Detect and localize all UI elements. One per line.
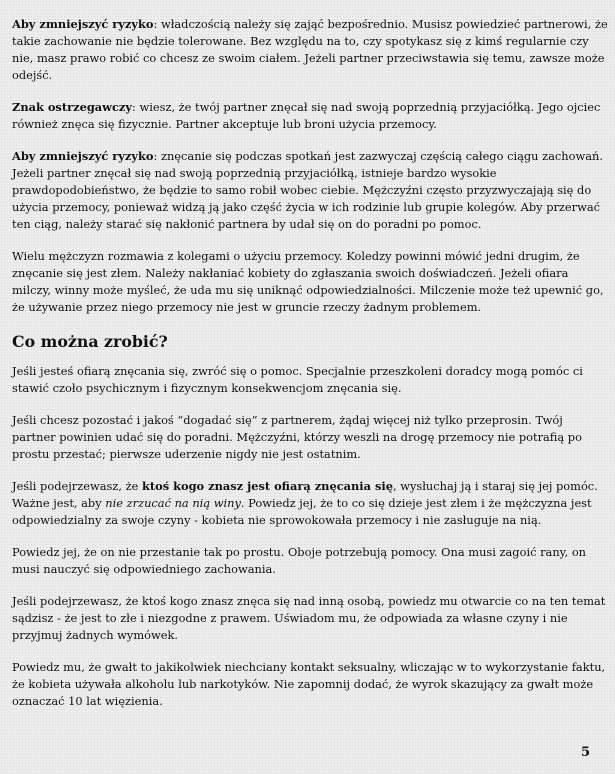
paragraph-warning-sign xyxy=(12,99,608,133)
paragraph-text: : władczością należy się zająć bezpośrednio. Musisz powiedzieć partnerowi, że takie zachowanie nie będzie tolerowane. Bez względu na to, czy spotykasz się z kimś regularnie czy nie, masz prawo robić co chcesz ze swoim ciałem. Jeżeli partner przeciwstawia się temu, zawsze może odejść. xyxy=(12,17,608,82)
paragraph-stay-with-partner xyxy=(12,412,608,463)
bold-label: Aby zmniejszyć ryzyko xyxy=(12,149,154,163)
bold-phrase: ktoś kogo znasz jest ofiarą znęcania się xyxy=(141,479,393,493)
page-content xyxy=(12,16,608,725)
paragraph-reduce-risk-2 xyxy=(12,148,608,233)
paragraph-suspect-abuser xyxy=(12,593,608,644)
section-heading: Co można zrobić? xyxy=(12,332,168,351)
paragraph-he-wont-stop xyxy=(12,544,608,578)
paragraph-rape-definition xyxy=(12,659,608,710)
bold-label: Znak ostrzegawczy xyxy=(12,100,132,114)
paragraph-men-talk xyxy=(12,248,608,316)
paragraph-text: Jeśli podejrzewasz, że ktoś kogo znasz znęca się nad inną osobą, powiedz mu otwarcie co na ten temat sądzisz - że jest to złe i niezgodne z prawem. Uświadom mu, że odpowiada za własne czyny i nie przyjmuj żadnych wymówek. xyxy=(12,594,606,642)
text-after: . Powiedz jej, że to co się dzieje jest złem i że mężczyzna jest odpowiedzialny za swoje czyny - kobieta nie sprowokowała przemocy i nie zasługuje na nią. xyxy=(12,496,592,527)
paragraph-text: Powiedz jej, że on nie przestanie tak po prostu. Oboje potrzebują pomocy. Ona musi zagoić rany, on musi nauczyć się odpowiedniego zachowania. xyxy=(12,545,587,576)
text-middle: , wysłuchaj ją i staraj się jej pomóc. Ważne jest, aby xyxy=(12,479,598,510)
paragraph-text: Powiedz mu, że gwałt to jakikolwiek niechciany kontakt seksualny, wliczając w to wykorzystanie faktu, że kobieta używała alkoholu lub narkotyków. Nie zapomnij dodać, że wyrok skazujący za gwałt może oznaczać 10 lat więzienia. xyxy=(12,660,606,708)
italic-phrase: nie zrzucać na nią winy xyxy=(105,496,241,510)
paragraph-reduce-risk-1 xyxy=(12,16,608,84)
paragraph-text: : znęcanie się podczas spotkań jest zazwyczaj częścią całego ciągu zachowań. Jeżeli partner znęcał się nad swoją poprzednią przyjaciółką, istnieje bardzo wysokie prawdopodobieństwo, że będzie to samo robił wobec ciebie. Mężczyźni często przyzwyczajają się do użycia przemocy, ponieważ widzą ją jako część życia w ich rodzinie lub grupie kolegów. Aby przerwać ten ciąg, należy starać się nakłonić partnera by udał się on do poradni po pomoc. xyxy=(12,149,604,231)
paragraph-text: : wiesz, że twój partner znęcał się nad swoją poprzednią przyjaciółką. Jego ojciec również znęca się fizycznie. Partner akceptuje lub broni użycia przemocy. xyxy=(12,100,601,131)
paragraph-suspect-victim xyxy=(12,478,608,529)
paragraph-text: Jeśli jesteś ofiarą znęcania się, zwróć się o pomoc. Specjalnie przeszkoleni doradcy mogą pomóc ci stawić czoło psychicznym i fizycznym konsekwencjom znęcania się. xyxy=(12,364,583,395)
page-number: 5 xyxy=(580,745,590,760)
paragraph-text: Wielu mężczyzn rozmawia z kolegami o użyciu przemocy. Koledzy powinni mówić jedni drugim, że znęcanie się jest złem. Należy nakłaniać kobiety do zgłaszania swoich doświadczeń. Jeżeli ofiara milczy, winny może myśleć, że uda mu się uniknąć odpowiedzialności. Milczenie może też upewnić go, że używanie przez niego przemocy nie jest w gruncie rzeczy żadnym problemem. xyxy=(12,249,604,314)
bold-label: Aby zmniejszyć ryzyko xyxy=(12,17,154,31)
paragraph-victim-help xyxy=(12,363,608,397)
text-before-bold: Jeśli podejrzewasz, że xyxy=(12,479,142,493)
paragraph-text: Jeśli chcesz pozostać i jakoś “dogadać się” z partnerem, żądaj więcej niż tylko przeprosin. Twój partner powinien udać się do poradni. Mężczyźni, którzy weszli na drogę przemocy nie potrafią po prostu przestać; pierwsze uderzenie nigdy nie jest ostatnim. xyxy=(12,413,582,461)
